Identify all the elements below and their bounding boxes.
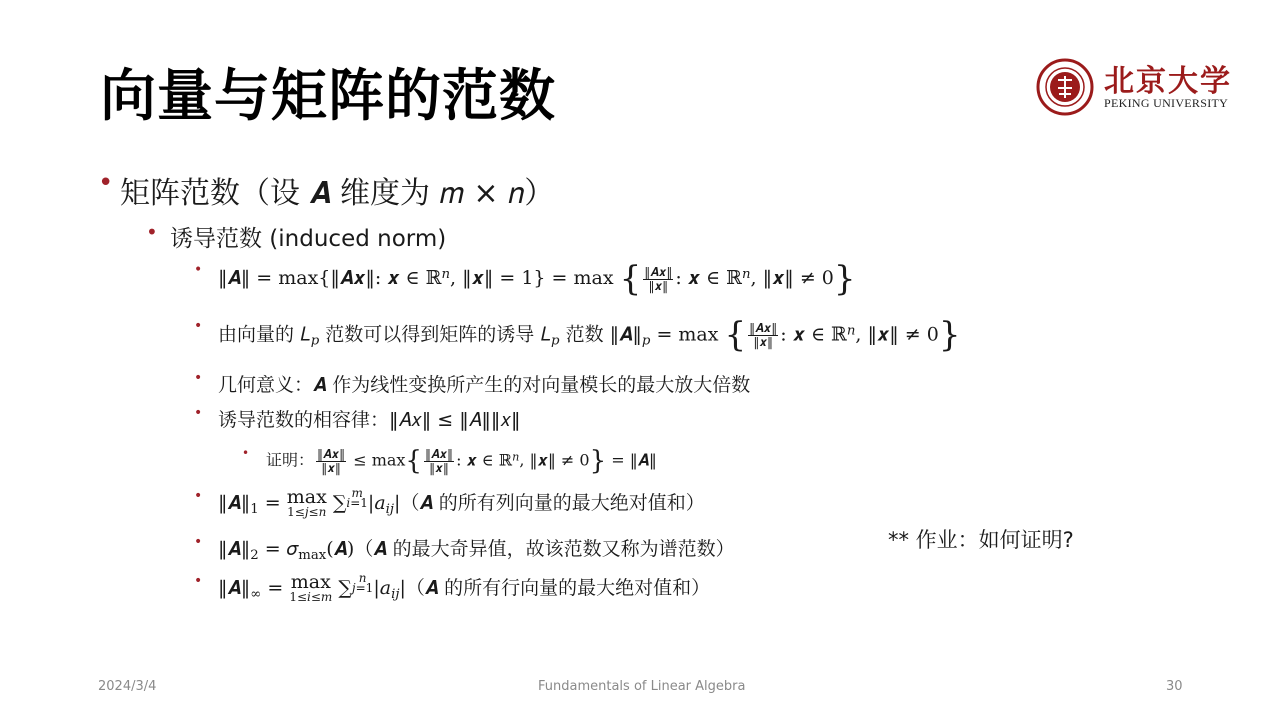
proof-mid: ≤ max: [348, 450, 406, 470]
logo-chinese-name: 北京大学: [1104, 64, 1232, 99]
norminf-max: [289, 573, 332, 603]
norm1-sub: 1: [250, 501, 259, 517]
bullet-mark: •: [242, 446, 250, 460]
lp-tail: : 𝒙 ∈ ℝ: [780, 323, 847, 346]
norminf-eq: =: [261, 577, 290, 599]
proof-end: = ‖𝑨‖: [606, 450, 657, 470]
footer-date: 2024/3/4: [98, 679, 157, 694]
compat-text: 诱导范数的相容律：‖𝐴𝑥‖ ≤ ‖𝐴‖‖𝑥‖: [218, 409, 521, 431]
bullet-mark: •: [98, 168, 114, 198]
norm2-eq: = 𝜎: [258, 538, 299, 560]
bullet-geometric-meaning: [194, 370, 751, 397]
bullet-text: 矩阵范数（设 𝑨 维度为 𝑚 × 𝑛）: [120, 176, 555, 211]
bullet-mark: •: [194, 262, 203, 278]
norminf-sum-limits: [352, 573, 373, 593]
norminf-desc: （𝑨 的所有行向量的最大绝对值和）: [405, 577, 711, 599]
slide-title: 向量与矩阵的范数: [100, 64, 556, 129]
norm1-sum: ∑: [326, 492, 347, 514]
pku-logo: [1036, 56, 1246, 116]
bullet-mark: •: [194, 534, 203, 550]
bullet-lp-norm: [194, 315, 961, 355]
lp-eq: = max: [650, 323, 719, 346]
homework-note: ** 作业：如何证明?: [888, 528, 1074, 552]
norm1-desc: （𝑨 的所有列向量的最大绝对值和）: [400, 492, 705, 514]
proof-numerator: ‖𝑨𝒙‖: [317, 446, 346, 461]
proof-label: 证明：: [266, 450, 315, 470]
footer-page-number: 30: [1166, 679, 1183, 694]
bullet-induced-norm: [146, 220, 447, 253]
proof-numerator2: ‖𝑨𝒙‖: [424, 446, 454, 461]
bullet-mark: •: [146, 220, 158, 244]
norm1-eq: =: [258, 492, 287, 514]
norminf-abs: |𝑎: [373, 577, 392, 599]
norm2-desc: （𝑨 的最大奇异值，故该范数又称为谱范数）: [354, 538, 735, 560]
proof-denominator2: ‖𝒙‖: [429, 460, 449, 475]
bullet-norm-2: [194, 534, 735, 563]
bullet-induced-definition: [194, 259, 856, 299]
bullet-norm-1: [194, 486, 705, 519]
bullet-norm-inf: [194, 571, 711, 604]
proof-sup-n: 𝑛: [512, 450, 520, 464]
def-denominator: ‖𝒙‖: [648, 278, 669, 293]
norm1-abs: |𝑎: [367, 492, 386, 514]
brace-open: {: [619, 259, 642, 299]
brace-open: {: [405, 446, 422, 476]
norminf-sum: ∑: [332, 577, 352, 599]
norminf-abs-sub: 𝑖𝑗: [391, 586, 400, 602]
bullet-compatibility: [194, 405, 521, 432]
proof-tail: : 𝒙 ∈ ℝ: [456, 450, 513, 470]
brace-close: }: [938, 315, 961, 355]
bullet-mark: •: [194, 573, 203, 589]
norm1-max-range: 1≤𝑗≤𝑛: [287, 505, 327, 519]
bullet-proof: [242, 446, 657, 476]
proof-tail2: , ‖𝒙‖ ≠ 0: [519, 450, 590, 470]
proof-fraction-left: [316, 448, 346, 475]
lp-text3: 范数 ‖𝑨‖: [559, 323, 642, 346]
def-fraction: [643, 266, 673, 293]
brace-close: }: [589, 446, 607, 476]
norminf-abs-end: |: [399, 577, 406, 599]
lp-sub-p3: 𝑝: [641, 333, 651, 349]
lp-denominator: ‖𝒙‖: [753, 334, 774, 349]
footer-course: Fundamentals of Linear Algebra: [538, 679, 746, 694]
norm1-sum-limits: [346, 488, 368, 508]
lp-sup-n: 𝑛: [846, 323, 856, 339]
bullet-mark: •: [194, 370, 203, 386]
lp-sub-p2: 𝑝: [551, 333, 560, 349]
norm1-max: [287, 488, 327, 518]
norminf-max-range: 1≤𝑖≤𝑚: [289, 590, 333, 604]
bullet-text: 诱导范数 (induced norm): [170, 226, 447, 252]
bullet-mark: •: [194, 318, 203, 334]
norminf-sum-sup: 𝑛: [358, 571, 367, 585]
norminf-max-label: max: [290, 571, 331, 593]
norminf-lhs: ‖𝑨‖: [218, 577, 251, 599]
geo-text: 几何意义：𝑨 作为线性变换所产生的对向量模长的最大放大倍数: [218, 374, 751, 396]
norm2-sigma-sub: max: [298, 547, 327, 563]
def-lhs: ‖𝑨‖ = max{‖𝑨𝒙‖: 𝒙 ∈ ℝ: [218, 267, 442, 289]
bullet-mark: •: [194, 405, 203, 421]
lp-tail2: , ‖𝒙‖ ≠ 0: [855, 323, 939, 346]
norm1-abs-end: |: [394, 492, 401, 514]
norm1-max-label: max: [286, 486, 327, 508]
def-tail2: , ‖𝒙‖ ≠ 0: [750, 267, 834, 289]
def-numerator: ‖𝑨𝒙‖: [644, 264, 673, 279]
norm2-sub: 2: [250, 547, 259, 563]
lp-text2: 范数可以得到矩阵的诱导 𝐿: [319, 323, 552, 346]
def-tail: : 𝒙 ∈ ℝ: [675, 267, 742, 289]
lp-numerator: ‖𝑨𝒙‖: [749, 320, 778, 335]
norminf-sub: ∞: [250, 586, 262, 602]
brace-close: }: [833, 259, 856, 299]
lp-sub-p: 𝑝: [310, 333, 320, 349]
proof-fraction-right: [424, 448, 454, 475]
norm1-sum-sub: 𝑖=1: [346, 496, 368, 510]
norm2-lhs: ‖𝑨‖: [218, 538, 251, 560]
lp-text: 由向量的 𝐿: [218, 323, 311, 346]
def-tail-sup-n: 𝑛: [741, 267, 751, 283]
lp-fraction: [748, 322, 778, 349]
def-mid: , ‖𝒙‖ = 1} = max: [450, 267, 614, 289]
norm1-sum-sup: 𝑚: [351, 486, 363, 500]
bullet-mark: •: [194, 488, 203, 504]
def-sup-n: 𝑛: [441, 267, 451, 283]
bullet-matrix-norm: [98, 168, 555, 212]
proof-denominator: ‖𝒙‖: [321, 460, 341, 475]
norm1-lhs: ‖𝑨‖: [218, 492, 251, 514]
norm2-arg: (𝑨): [326, 538, 355, 560]
logo-english-name: PEKING UNIVERSITY: [1104, 96, 1229, 110]
pku-seal-icon: [1036, 58, 1094, 116]
norm1-abs-sub: 𝑖𝑗: [385, 501, 395, 517]
brace-open: {: [724, 315, 747, 355]
norminf-sum-sub: 𝑗=1: [351, 581, 374, 595]
